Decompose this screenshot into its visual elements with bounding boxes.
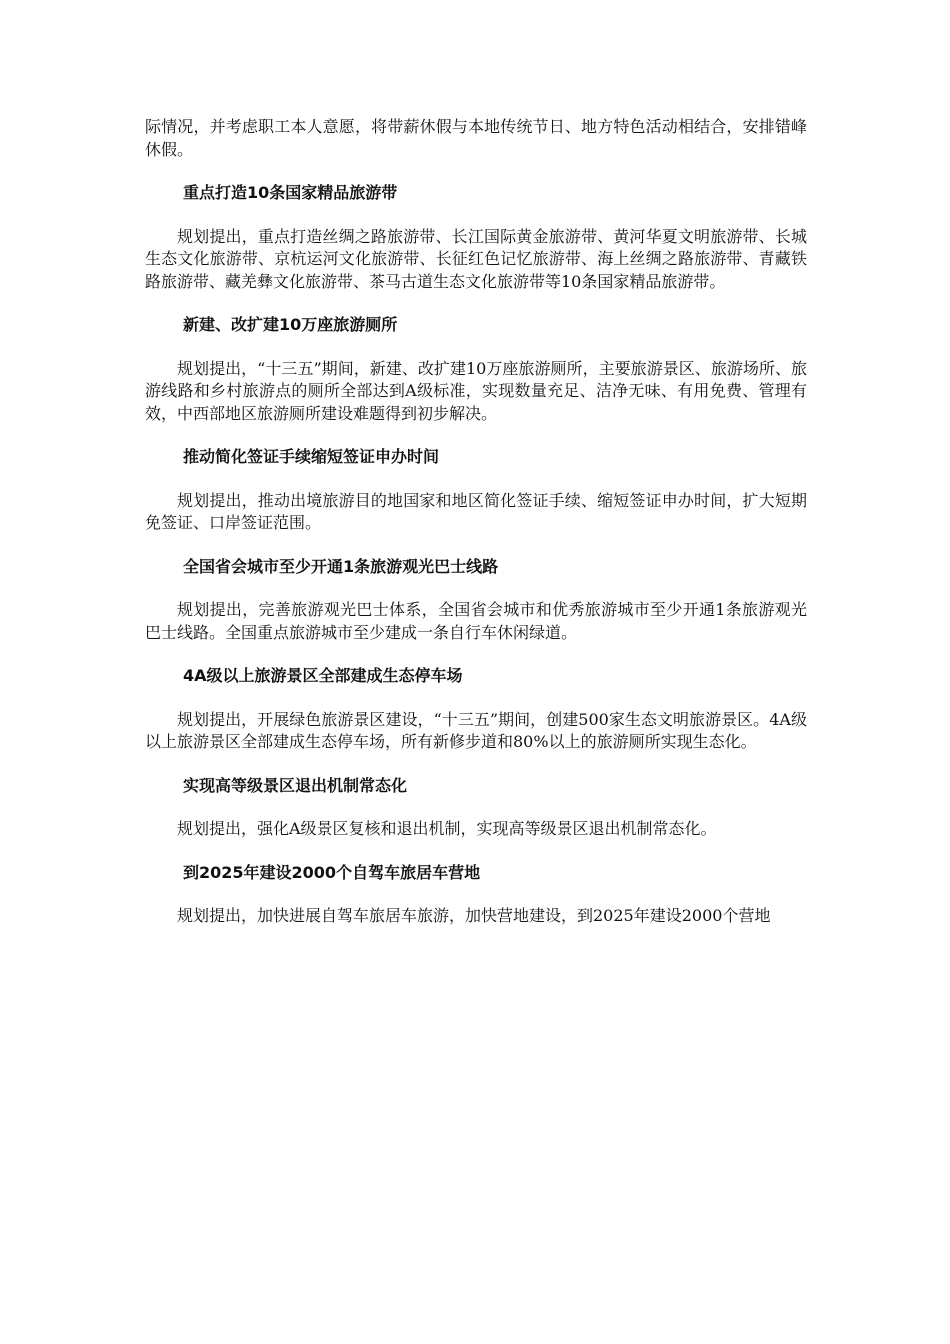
intro-paragraph: 际情况，并考虑职工本人意愿，将带薪休假与本地传统节日、地方特色活动相结合，安排错峰休假。 <box>145 117 807 159</box>
section-body-visa: 规划提出，推动出境旅游目的地国家和地区简化签证手续、缩短签证申办时间，扩大短期免签证、口岸签证范围。 <box>145 490 807 532</box>
section-body-parking: 规划提出，开展绿色旅游景区建设，“十三五”期间，创建500家生态文明旅游景区。4A级以上旅游景区全部建成生态停车场，所有新修步道和80%以上的旅游厕所实现生态化。 <box>145 709 807 751</box>
section-heading-rv-camps: 到2025年建设2000个自驾车旅居车营地 <box>183 862 481 882</box>
section-body-toilets: 规划提出，“十三五”期间，新建、改扩建10万座旅游厕所，主要旅游景区、旅游场所、旅游线路和乡村旅游点的厕所全部达到A级标准，实现数量充足、洁净无味、有用免费、管理有效，中西部地区旅游厕所建设难题得到初步解决。 <box>145 358 807 423</box>
section-body-tourism-belts: 规划提出，重点打造丝绸之路旅游带、长江国际黄金旅游带、黄河华夏文明旅游带、长城生态文化旅游带、京杭运河文化旅游带、长征红色记忆旅游带、海上丝绸之路旅游带、青藏铁路旅游带、藏羌彝文化旅游带、茶马古道生态文化旅游带等10条国家精品旅游带。 <box>145 226 807 291</box>
document-page <box>145 116 807 928</box>
section-heading-tourism-belts: 重点打造10条国家精品旅游带 <box>183 183 398 202</box>
section-heading-visa: 推动简化签证手续缩短签证申办时间 <box>183 447 440 466</box>
section-body-bus-lines: 规划提出，完善旅游观光巴士体系，全国省会城市和优秀旅游城市至少开通1条旅游观光巴士线路。全国重点旅游城市至少建成一条自行车休闲绿道。 <box>145 600 807 642</box>
section-heading-exit-mechanism: 实现高等级景区退出机制常态化 <box>183 775 408 795</box>
section-body-exit-mechanism: 规划提出，强化A级景区复核和退出机制，实现高等级景区退出机制常态化。 <box>177 819 717 838</box>
section-heading-parking: 4A级以上旅游景区全部建成生态停车场 <box>183 666 463 685</box>
section-heading-toilets: 新建、改扩建10万座旅游厕所 <box>183 315 398 334</box>
section-heading-bus-lines: 全国省会城市至少开通1条旅游观光巴士线路 <box>183 556 499 576</box>
section-body-rv-camps: 规划提出，加快进展自驾车旅居车旅游，加快营地建设，到2025年建设2000个营地 <box>177 906 771 925</box>
